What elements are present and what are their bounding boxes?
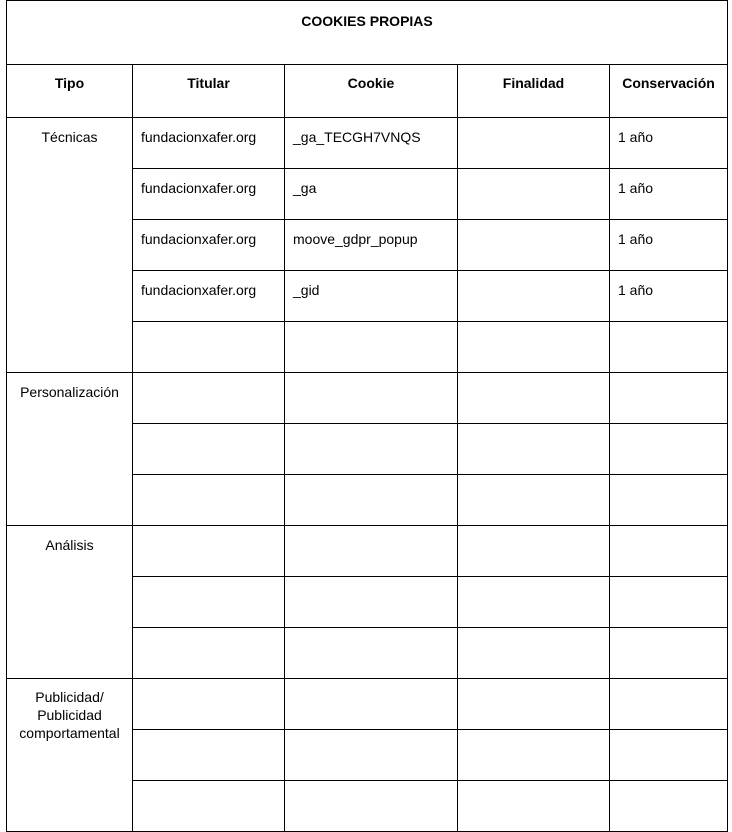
- conservacion-cell: [610, 628, 728, 679]
- cookie-cell: [285, 322, 458, 373]
- titular-cell: [133, 577, 285, 628]
- cookie-cell: [285, 526, 458, 577]
- titular-cell: [133, 628, 285, 679]
- conservacion-cell: [610, 730, 728, 781]
- table-row: [7, 118, 728, 169]
- tipo-personalizacion: Personalización: [7, 373, 133, 526]
- table-row: [7, 526, 728, 577]
- finalidad-cell: [458, 373, 610, 424]
- tipo-analisis: Análisis: [7, 526, 133, 679]
- header-cookie: Cookie: [285, 65, 458, 118]
- titular-cell: fundacionxafer.org: [133, 169, 285, 220]
- finalidad-cell: [458, 271, 610, 322]
- header-tipo: Tipo: [7, 65, 133, 118]
- cookies-table: [6, 0, 728, 832]
- conservacion-cell: 1 año: [610, 169, 728, 220]
- conservacion-cell: [610, 475, 728, 526]
- titular-cell: [133, 475, 285, 526]
- header-titular: Titular: [133, 65, 285, 118]
- cookie-cell: _ga: [285, 169, 458, 220]
- cookie-cell: [285, 730, 458, 781]
- titular-cell: [133, 781, 285, 832]
- conservacion-cell: [610, 526, 728, 577]
- conservacion-cell: [610, 322, 728, 373]
- titular-cell: [133, 373, 285, 424]
- table-row: [7, 373, 728, 424]
- finalidad-cell: [458, 526, 610, 577]
- cookie-cell: moove_gdpr_popup: [285, 220, 458, 271]
- finalidad-cell: [458, 169, 610, 220]
- cookie-cell: [285, 679, 458, 730]
- header-row: [7, 65, 728, 118]
- tipo-publicidad-line-3: comportamental: [19, 725, 120, 741]
- conservacion-cell: 1 año: [610, 271, 728, 322]
- titular-cell: fundacionxafer.org: [133, 118, 285, 169]
- conservacion-cell: [610, 373, 728, 424]
- finalidad-cell: [458, 577, 610, 628]
- conservacion-cell: [610, 679, 728, 730]
- title-row: [7, 1, 728, 65]
- tipo-publicidad: [7, 679, 133, 832]
- finalidad-cell: [458, 781, 610, 832]
- conservacion-cell: 1 año: [610, 118, 728, 169]
- cookie-cell: _ga_TECGH7VNQS: [285, 118, 458, 169]
- finalidad-cell: [458, 730, 610, 781]
- cookie-cell: [285, 475, 458, 526]
- finalidad-cell: [458, 424, 610, 475]
- header-conservacion: Conservación: [610, 65, 728, 118]
- header-finalidad: Finalidad: [458, 65, 610, 118]
- finalidad-cell: [458, 220, 610, 271]
- finalidad-cell: [458, 322, 610, 373]
- finalidad-cell: [458, 118, 610, 169]
- tipo-publicidad-line-1: Publicidad/: [35, 689, 104, 705]
- finalidad-cell: [458, 628, 610, 679]
- cookie-cell: [285, 628, 458, 679]
- table-row: [7, 679, 728, 730]
- titular-cell: [133, 424, 285, 475]
- cookie-cell: _gid: [285, 271, 458, 322]
- table-title: COOKIES PROPIAS: [7, 1, 728, 65]
- titular-cell: fundacionxafer.org: [133, 220, 285, 271]
- tipo-publicidad-line-2: Publicidad: [37, 707, 102, 723]
- cookie-cell: [285, 424, 458, 475]
- conservacion-cell: 1 año: [610, 220, 728, 271]
- finalidad-cell: [458, 679, 610, 730]
- finalidad-cell: [458, 475, 610, 526]
- titular-cell: [133, 322, 285, 373]
- titular-cell: [133, 730, 285, 781]
- titular-cell: [133, 526, 285, 577]
- cookie-cell: [285, 577, 458, 628]
- titular-cell: fundacionxafer.org: [133, 271, 285, 322]
- titular-cell: [133, 679, 285, 730]
- conservacion-cell: [610, 781, 728, 832]
- cookie-cell: [285, 373, 458, 424]
- tipo-tecnicas: Técnicas: [7, 118, 133, 373]
- conservacion-cell: [610, 424, 728, 475]
- cookie-cell: [285, 781, 458, 832]
- conservacion-cell: [610, 577, 728, 628]
